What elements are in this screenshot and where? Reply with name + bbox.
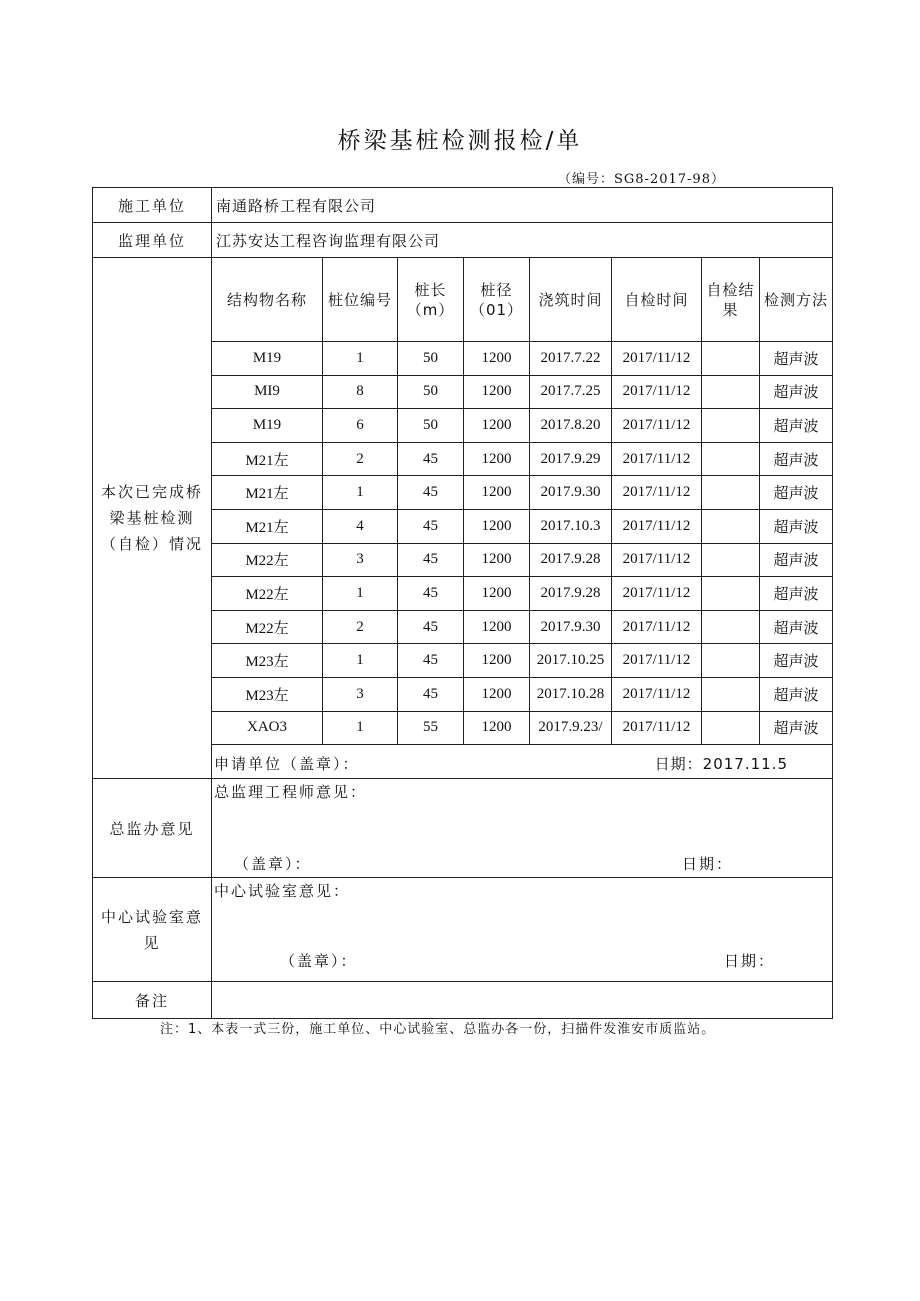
- self-check-time-cell[interactable]: 2017/11/12: [612, 409, 702, 443]
- structure-name-cell[interactable]: M21左: [212, 509, 323, 543]
- test-method-cell[interactable]: 超声波: [760, 577, 833, 611]
- test-method-cell[interactable]: 超声波: [760, 442, 833, 476]
- pile-length-cell[interactable]: 45: [398, 610, 464, 644]
- chief-supervisor-label: 总监办意见: [93, 779, 212, 878]
- pile-no-cell[interactable]: 4: [323, 509, 398, 543]
- test-method-cell[interactable]: 超声波: [760, 711, 833, 745]
- chief-supervisor-opinion-cell[interactable]: [212, 779, 833, 878]
- self-check-time-cell[interactable]: 2017/11/12: [612, 610, 702, 644]
- pile-no-cell[interactable]: 2: [323, 442, 398, 476]
- pour-time-cell[interactable]: 2017.7.25: [530, 375, 612, 409]
- pile-no-cell[interactable]: 1: [323, 644, 398, 678]
- applicant-label: 申请单位（盖章）：: [214, 755, 360, 774]
- self-check-time-cell[interactable]: 2017/11/12: [612, 509, 702, 543]
- pile-diameter-cell[interactable]: 1200: [464, 476, 530, 510]
- self-check-time-cell[interactable]: 2017/11/12: [612, 442, 702, 476]
- pile-length-cell[interactable]: 45: [398, 442, 464, 476]
- pile-length-cell[interactable]: 45: [398, 644, 464, 678]
- central-lab-seal: （盖章）：: [280, 952, 358, 971]
- header-self-check-result: 自检结果: [702, 258, 760, 342]
- pile-diameter-cell[interactable]: 1200: [464, 543, 530, 577]
- self-check-time-cell[interactable]: 2017/11/12: [612, 476, 702, 510]
- remarks-label: 备注: [93, 982, 212, 1019]
- header-pour-time: 浇筑时间: [530, 258, 612, 342]
- pile-diameter-cell[interactable]: 1200: [464, 375, 530, 409]
- applicant-date[interactable]: 日期：2017.11.5: [654, 755, 789, 774]
- pile-length-cell[interactable]: 45: [398, 677, 464, 711]
- self-check-result-cell[interactable]: [702, 375, 760, 409]
- pile-length-cell[interactable]: 45: [398, 543, 464, 577]
- construction-unit-row: [93, 188, 833, 223]
- self-check-result-cell[interactable]: [702, 509, 760, 543]
- footnote: 注：1、本表一式三份，施工单位、中心试验室、总监办各一份，扫描件发淮安市质监站。: [160, 1022, 716, 1037]
- self-check-result-cell[interactable]: [702, 543, 760, 577]
- pile-no-cell[interactable]: 2: [323, 610, 398, 644]
- structure-name-cell[interactable]: M22左: [212, 610, 323, 644]
- inspection-form-table: [92, 187, 833, 1019]
- pile-length-cell[interactable]: 50: [398, 342, 464, 376]
- self-check-time-cell[interactable]: 2017/11/12: [612, 543, 702, 577]
- pile-diameter-cell[interactable]: 1200: [464, 644, 530, 678]
- page-title: 桥梁基桩检测报检/单: [337, 128, 583, 154]
- self-check-time-cell[interactable]: 2017/11/12: [612, 375, 702, 409]
- chief-supervisor-row: [93, 779, 833, 878]
- test-method-cell[interactable]: 超声波: [760, 375, 833, 409]
- test-method-cell[interactable]: 超声波: [760, 677, 833, 711]
- structure-name-cell[interactable]: XAO3: [212, 711, 323, 745]
- pour-time-cell[interactable]: 2017.9.28: [530, 543, 612, 577]
- completed-section-label: 本次已完成桥梁基桩检测（自检）情况: [93, 258, 212, 779]
- pile-no-cell[interactable]: 1: [323, 342, 398, 376]
- test-method-cell[interactable]: 超声波: [760, 476, 833, 510]
- construction-unit-label: 施工单位: [93, 188, 212, 223]
- test-method-cell[interactable]: 超声波: [760, 342, 833, 376]
- self-check-result-cell[interactable]: [702, 409, 760, 443]
- pile-length-cell[interactable]: 45: [398, 577, 464, 611]
- chief-supervisor-seal: （盖章）：: [234, 855, 312, 874]
- pour-time-cell[interactable]: 2017.9.30: [530, 610, 612, 644]
- header-test-method: 检测方法: [760, 258, 833, 342]
- self-check-result-cell[interactable]: [702, 442, 760, 476]
- structure-name-cell[interactable]: M23左: [212, 644, 323, 678]
- document-number: （编号：SG8-2017-98）: [558, 172, 725, 187]
- pile-no-cell[interactable]: 8: [323, 375, 398, 409]
- self-check-time-cell[interactable]: 2017/11/12: [612, 342, 702, 376]
- header-pile-no: 桩位编号: [323, 258, 398, 342]
- structure-name-cell[interactable]: M23左: [212, 677, 323, 711]
- structure-name-cell[interactable]: MI9: [212, 375, 323, 409]
- central-lab-opinion-cell[interactable]: [212, 878, 833, 982]
- self-check-time-cell[interactable]: 2017/11/12: [612, 577, 702, 611]
- supervision-unit-label: 监理单位: [93, 223, 212, 258]
- pile-length-cell[interactable]: 50: [398, 409, 464, 443]
- pour-time-cell[interactable]: 2017.9.28: [530, 577, 612, 611]
- chief-supervisor-date: 日期：: [682, 855, 734, 874]
- pour-time-cell[interactable]: 2017.7.22: [530, 342, 612, 376]
- pile-diameter-cell[interactable]: 1200: [464, 610, 530, 644]
- applicant-cell: [212, 745, 833, 779]
- structure-name-cell[interactable]: M22左: [212, 543, 323, 577]
- header-pile-diameter: 桩径（01）: [464, 258, 530, 342]
- pour-time-cell[interactable]: 2017.9.30: [530, 476, 612, 510]
- construction-unit-value[interactable]: 南通路桥工程有限公司: [212, 188, 833, 223]
- self-check-result-cell[interactable]: [702, 476, 760, 510]
- self-check-result-cell[interactable]: [702, 610, 760, 644]
- structure-name-cell[interactable]: M22左: [212, 577, 323, 611]
- pour-time-cell[interactable]: 2017.10.28: [530, 677, 612, 711]
- pile-diameter-cell[interactable]: 1200: [464, 342, 530, 376]
- test-method-cell[interactable]: 超声波: [760, 610, 833, 644]
- pile-no-cell[interactable]: 1: [323, 476, 398, 510]
- pile-length-cell[interactable]: 45: [398, 476, 464, 510]
- header-self-check-time: 自检时间: [612, 258, 702, 342]
- pile-diameter-cell[interactable]: 1200: [464, 577, 530, 611]
- pile-diameter-cell[interactable]: 1200: [464, 677, 530, 711]
- header-structure-name: 结构物名称: [212, 258, 323, 342]
- pour-time-cell[interactable]: 2017.9.23/: [530, 711, 612, 745]
- central-lab-date: 日期：: [724, 952, 776, 971]
- pile-diameter-cell[interactable]: 1200: [464, 442, 530, 476]
- pour-time-cell[interactable]: 2017.8.20: [530, 409, 612, 443]
- self-check-result-cell[interactable]: [702, 342, 760, 376]
- pile-no-cell[interactable]: 3: [323, 677, 398, 711]
- pile-no-cell[interactable]: 6: [323, 409, 398, 443]
- header-pile-length: 桩长（m）: [398, 258, 464, 342]
- pour-time-cell[interactable]: 2017.9.29: [530, 442, 612, 476]
- central-lab-row: [93, 878, 833, 982]
- self-check-result-cell[interactable]: [702, 577, 760, 611]
- structure-name-cell[interactable]: M19: [212, 342, 323, 376]
- central-lab-label: 中心试验室意见: [93, 878, 212, 982]
- structure-name-cell[interactable]: M19: [212, 409, 323, 443]
- test-method-cell[interactable]: 超声波: [760, 543, 833, 577]
- pile-length-cell[interactable]: 45: [398, 509, 464, 543]
- pile-length-cell[interactable]: 50: [398, 375, 464, 409]
- pour-time-cell[interactable]: 2017.10.25: [530, 644, 612, 678]
- test-method-cell[interactable]: 超声波: [760, 644, 833, 678]
- pile-diameter-cell[interactable]: 1200: [464, 509, 530, 543]
- self-check-result-cell[interactable]: [702, 677, 760, 711]
- structure-name-cell[interactable]: M21左: [212, 476, 323, 510]
- supervision-unit-row: [93, 223, 833, 258]
- central-lab-opinion-title: 中心试验室意见：: [214, 882, 351, 901]
- self-check-time-cell[interactable]: 2017/11/12: [612, 677, 702, 711]
- supervision-unit-value[interactable]: 江苏安达工程咨询监理有限公司: [212, 223, 833, 258]
- pile-diameter-cell[interactable]: 1200: [464, 711, 530, 745]
- pile-diameter-cell[interactable]: 1200: [464, 409, 530, 443]
- chief-supervisor-opinion-title: 总监理工程师意见：: [214, 783, 368, 802]
- pile-no-cell[interactable]: 3: [323, 543, 398, 577]
- test-method-cell[interactable]: 超声波: [760, 509, 833, 543]
- self-check-result-cell[interactable]: [702, 711, 760, 745]
- pile-length-cell[interactable]: 55: [398, 711, 464, 745]
- remarks-value[interactable]: [212, 982, 833, 1019]
- pile-no-cell[interactable]: 1: [323, 577, 398, 611]
- self-check-time-cell[interactable]: 2017/11/12: [612, 644, 702, 678]
- structure-name-cell[interactable]: M21左: [212, 442, 323, 476]
- pile-no-cell[interactable]: 1: [323, 711, 398, 745]
- self-check-result-cell[interactable]: [702, 644, 760, 678]
- remarks-row: [93, 982, 833, 1019]
- self-check-time-cell[interactable]: 2017/11/12: [612, 711, 702, 745]
- test-method-cell[interactable]: 超声波: [760, 409, 833, 443]
- table-header-row: [93, 258, 833, 342]
- pour-time-cell[interactable]: 2017.10.3: [530, 509, 612, 543]
